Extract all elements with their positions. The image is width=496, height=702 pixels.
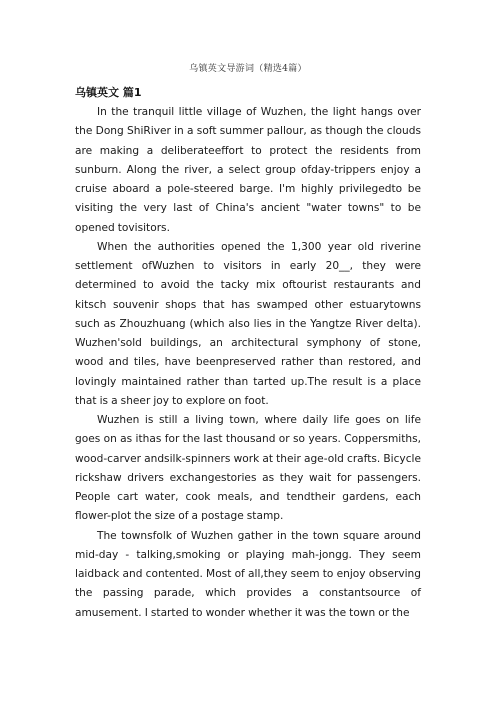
- paragraph-2: When the authorities opened the 1,300 year old riverine settlement ofWuzhen to visitors in early 20__, they were determined to avoid the tacky mix oftourist restaurants and kitsch souvenir shops that has swamped other estuarytowns such as Zhouzhuang (which also lies in the Yangtze River delta). Wuzhen'sold buildings, an architectural symphony of stone, wood and tiles, have beenpreserved rather than restored, and lovingly maintained rather than tarted up.The result is a place that is a sheer joy to explore on foot.: [75, 240, 421, 407]
- paragraph-1: In the tranquil little village of Wuzhen, the light hangs over the Dong ShiRiver in a soft summer pallour, as though the clouds are making a deliberateeffort to protect the residents from sunburn. Along the river, a select group ofday-trippers enjoy a cruise aboard a pole-steered barge. I'm highly privilegedto be visiting the very last of China's ancient "water towns" to be opened tovisitors.: [75, 106, 421, 234]
- paragraph-3: Wuzhen is still a living town, where daily life goes on life goes on as ithas for the last thousand or so years. Coppersmiths, wood-carver andsilk-spinners work at their age-old crafts. Bicycle rickshaw drivers exchangestories as they wait for passengers. People cart water, cook meals, and tendtheir gardens, each flower-plot the size of a postage stamp.: [75, 414, 421, 523]
- section-title: 乌镇英文 篇1: [75, 86, 142, 99]
- page-header: 乌镇英文导游词（精选4篇）: [189, 64, 307, 74]
- paragraph-4: The townsfolk of Wuzhen gather in the town square around mid-day - talking,smoking or playing mah-jongg. They seem laidback and contented. Most of all,they seem to enjoy observing the passing parade, which provides a constantsource of amusement. I started to wonder whether it was the town or the: [75, 529, 421, 619]
- document-body: [75, 83, 421, 623]
